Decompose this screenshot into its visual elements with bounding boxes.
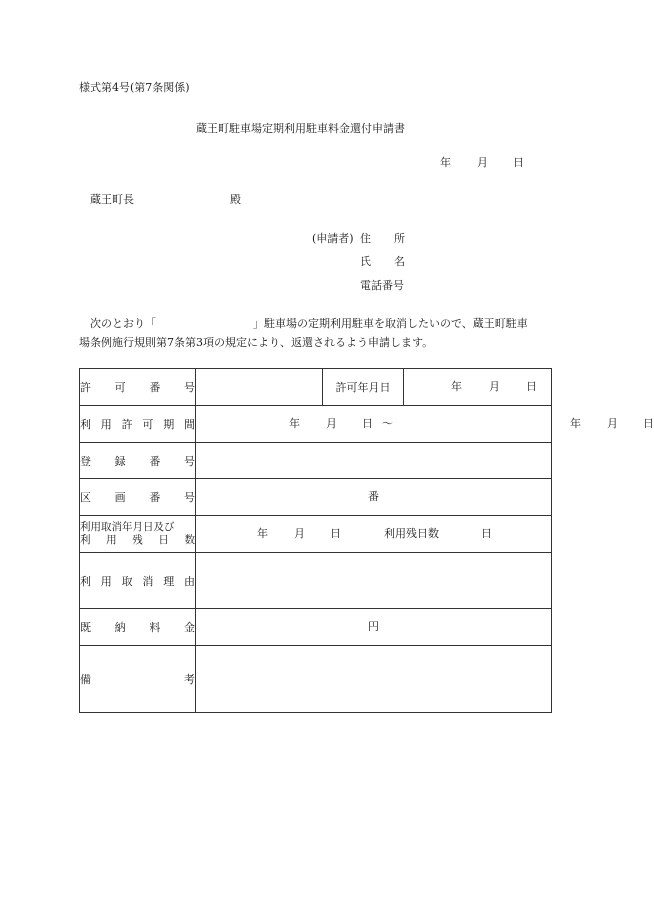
body-line2: 場条例施行規則第7条第3項の規定により、返還されるよう申請します。 (79, 336, 434, 349)
permit-date-label: 許可年月日 (323, 369, 404, 406)
section-number-label: 区 画 番 号 (80, 479, 196, 516)
cancel-reason-field[interactable] (196, 553, 552, 609)
body-line1-start: 次のとおり「 (90, 317, 156, 330)
name-label-b: 名 (394, 255, 405, 268)
cancel-date-label: 利用取消年月日及び 利 用 残 日 数 (80, 516, 196, 553)
row-paid-fee (80, 609, 552, 646)
date-month: 月 (477, 156, 488, 169)
remarks-field[interactable] (196, 646, 552, 713)
address-label-b: 所 (394, 232, 405, 245)
row-cancel-date (80, 516, 552, 553)
name-label-a: 氏 (360, 255, 371, 268)
row-section-number (80, 479, 552, 516)
addressee-name: 蔵王町長 (90, 193, 134, 206)
section-number-field[interactable]: 番 (196, 479, 552, 516)
usage-period-field[interactable]: 年 月 日 ～ 年 月 日 (196, 406, 552, 443)
row-cancel-reason (80, 553, 552, 609)
registration-number-field[interactable] (196, 443, 552, 479)
cancel-date-field[interactable]: 年 月 日 利用残日数 日 (196, 516, 552, 553)
date-day: 日 (513, 156, 524, 169)
row-usage-period (80, 406, 552, 443)
application-table (79, 368, 654, 713)
row-registration-number (80, 443, 552, 479)
form-number: 様式第4号(第7条関係) (79, 81, 190, 94)
address-label-a: 住 (360, 232, 371, 245)
addressee-honorific: 殿 (230, 193, 241, 206)
usage-period-label: 利 用 許 可 期 間 (80, 406, 196, 443)
document-title: 蔵王町駐車場定期利用駐車料金還付申請書 (196, 122, 405, 135)
body-line1-end: 」駐車場の定期利用駐車を取消したいので、蔵王町駐車 (253, 317, 528, 330)
cancel-reason-label: 利 用 取 消 理 由 (80, 553, 196, 609)
remaining-days-label: 利用残日数 (384, 527, 439, 540)
row-remarks (80, 646, 552, 713)
date-year: 年 (440, 156, 451, 169)
phone-label: 電話番号 (360, 279, 404, 292)
permit-date-field[interactable]: 年 月 日 (404, 369, 552, 406)
paid-fee-label: 既 納 料 金 (80, 609, 196, 646)
row-permit-number (80, 369, 552, 406)
permit-number-label: 許 可 番 号 (80, 369, 196, 406)
paid-fee-field[interactable]: 円 (196, 609, 552, 646)
applicant-label: (申請者) (312, 232, 354, 245)
registration-number-label: 登 録 番 号 (80, 443, 196, 479)
permit-number-field[interactable] (196, 369, 323, 406)
remarks-label: 備 考 (80, 646, 196, 713)
